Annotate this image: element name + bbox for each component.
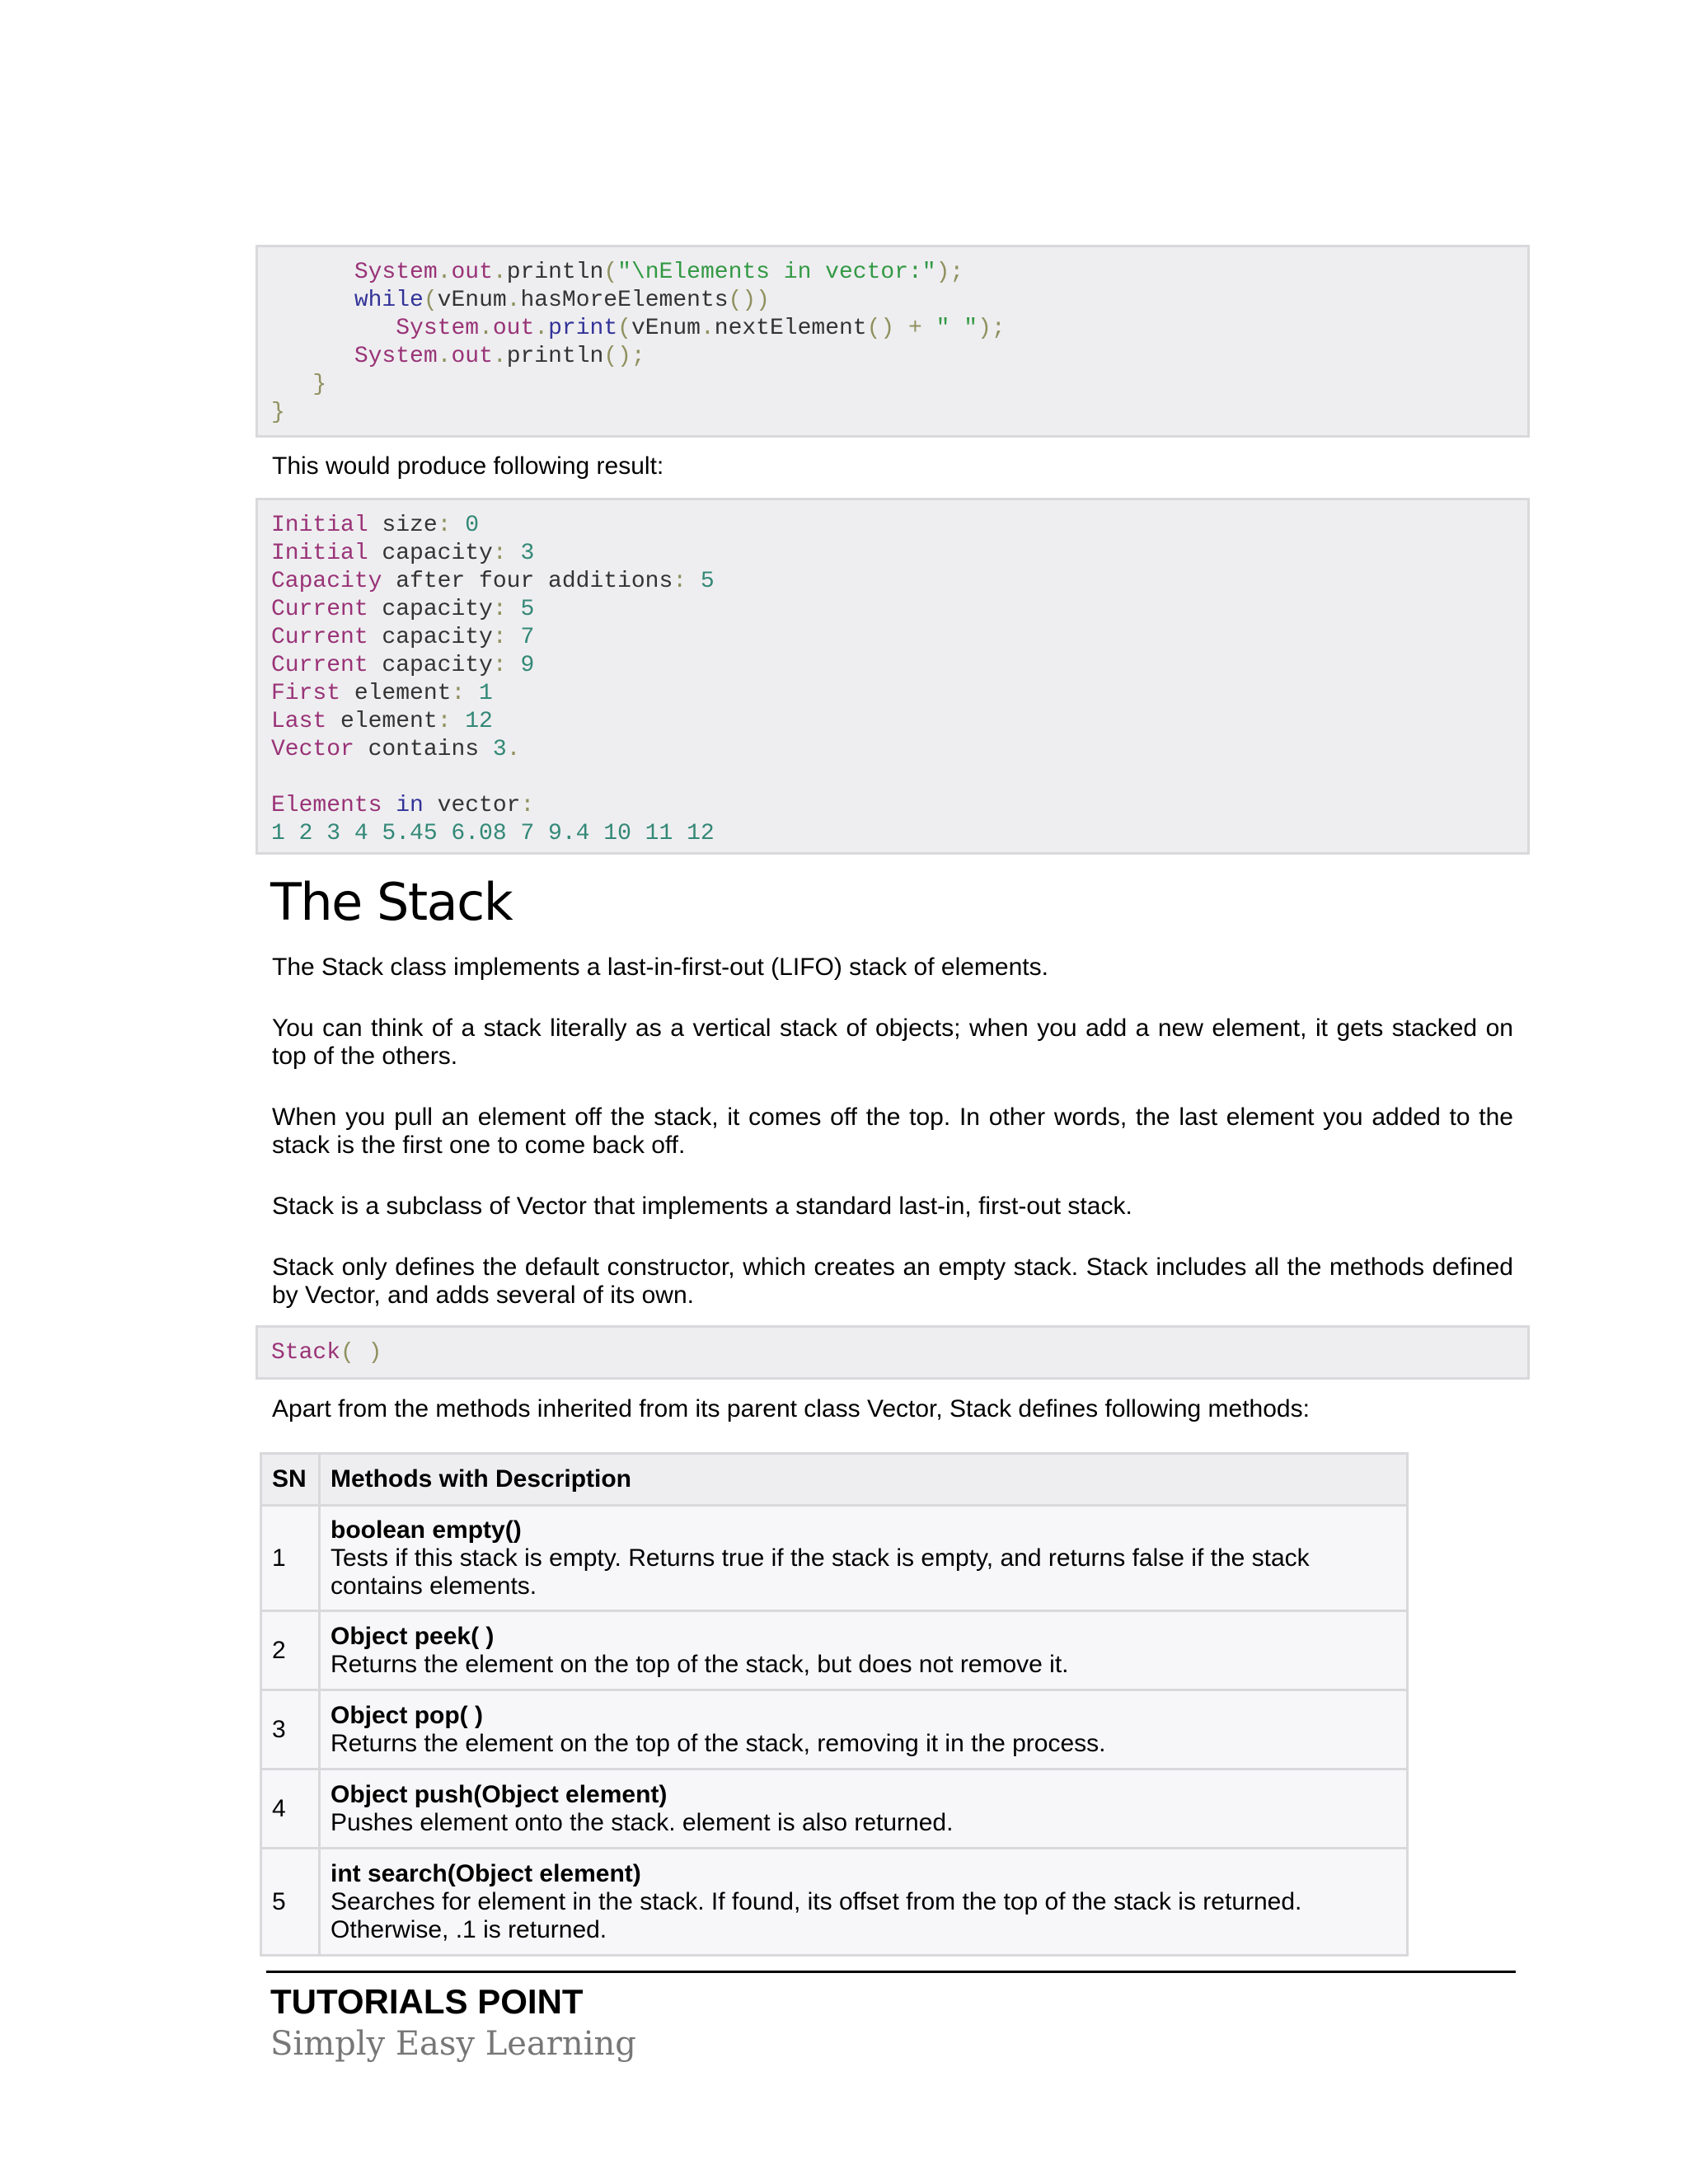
code-token: : (437, 709, 466, 734)
code-token: 9 (520, 653, 535, 678)
code-token: print (548, 316, 618, 341)
code-token: hasMoreElements (520, 288, 729, 313)
code-line (271, 624, 534, 652)
code-line (271, 399, 285, 427)
code-token: vector (423, 793, 521, 818)
code-line (271, 652, 534, 680)
code-token: vEnum (631, 316, 701, 341)
code-line (271, 512, 479, 540)
code-token: Current (271, 625, 368, 650)
paragraph-4: Stack is a subclass of Vector that implements a standard last-in, first-out stack. (272, 1193, 1132, 1220)
constructor-code-block (256, 1325, 1530, 1380)
code-token: Initial (271, 513, 368, 538)
code-token: : (673, 569, 701, 594)
methods-table (260, 1452, 1409, 1957)
row-method (320, 1769, 1408, 1849)
code-token: nextElement (714, 316, 867, 341)
code-line (271, 680, 493, 708)
output-block (256, 498, 1530, 855)
code-line (271, 1339, 382, 1367)
code-line (271, 596, 534, 624)
method-name: Object peek( ) (331, 1622, 495, 1650)
code-line (271, 259, 964, 287)
code-token: : (437, 513, 466, 538)
paragraph-3: When you pull an element off the stack, it comes off the top. In other words, the last element you added to the stack is the first one to come back off. (272, 1104, 1513, 1159)
code-token: : (492, 597, 521, 622)
method-name: boolean empty() (331, 1516, 522, 1544)
code-block-top (256, 245, 1530, 438)
code-token: Last (271, 709, 327, 734)
code-line (271, 792, 534, 820)
code-token: : (451, 681, 480, 706)
paragraph-5: Stack only defines the default constructor, which creates an empty stack. Stack includes all the methods defined by Vector, and adds several of its own. (272, 1254, 1513, 1309)
code-token: Elements (271, 793, 382, 818)
method-name: Object pop( ) (331, 1701, 483, 1729)
row-sn: 1 (261, 1506, 320, 1611)
code-token: Current (271, 653, 368, 678)
code-token: System (354, 260, 438, 285)
methods-intro: Apart from the methods inherited from its parent class Vector, Stack defines following methods: (272, 1395, 1310, 1422)
code-line (271, 371, 326, 399)
code-token: println (506, 260, 604, 285)
code-token: element (326, 709, 438, 734)
row-method (320, 1690, 1408, 1769)
code-token: Initial (271, 541, 368, 566)
table-row (261, 1611, 1408, 1690)
method-name: Object push(Object element) (331, 1780, 668, 1808)
code-token: . (700, 316, 715, 341)
header-sn: SN (261, 1454, 320, 1506)
code-token: 12 (465, 709, 493, 734)
code-token: vEnum (437, 288, 507, 313)
row-method (320, 1611, 1408, 1690)
code-token: 5 (520, 597, 535, 622)
result-intro: This would produce following result: (272, 452, 664, 480)
code-token: capacity (368, 653, 493, 678)
code-token (894, 316, 908, 341)
paragraph-1: The Stack class implements a last-in-first-out (LIFO) stack of elements. (272, 954, 1048, 981)
code-line (271, 287, 770, 315)
code-token: . (492, 344, 507, 369)
page-heading: The Stack (270, 872, 513, 932)
code-token: 1 (479, 681, 493, 706)
code-token: } (312, 372, 327, 397)
code-token: (); (603, 344, 645, 369)
code-token: element (340, 681, 452, 706)
code-token: ); (935, 260, 964, 285)
code-token (382, 793, 396, 818)
code-token: : (520, 793, 535, 818)
code-token: : (492, 541, 521, 566)
code-line (271, 540, 534, 568)
code-token: : (492, 653, 521, 678)
code-token: ()) (728, 288, 770, 313)
code-token: . (437, 344, 452, 369)
code-token: after four additions (382, 569, 673, 594)
code-token: Stack (271, 1340, 341, 1366)
code-line (271, 736, 520, 764)
code-token: ( (603, 260, 618, 285)
table-header-row (261, 1454, 1408, 1506)
code-token: System (396, 316, 480, 341)
code-token: . (437, 260, 452, 285)
method-name: int search(Object element) (331, 1859, 641, 1887)
table-row (261, 1849, 1408, 1956)
code-token: 0 (465, 513, 480, 538)
code-token: . (506, 737, 521, 762)
code-token: . (534, 316, 549, 341)
code-token (922, 316, 936, 341)
code-token: ); (978, 316, 1006, 341)
code-token: . (492, 260, 507, 285)
code-token: capacity (368, 597, 493, 622)
code-token: Current (271, 597, 368, 622)
method-description: Returns the element on the top of the stack, removing it in the process. (331, 1729, 1106, 1757)
code-token: println (506, 344, 604, 369)
code-token: ( (423, 288, 438, 313)
table-row (261, 1769, 1408, 1849)
code-token: out (451, 260, 493, 285)
code-token: 5 (700, 569, 715, 594)
code-token: contains (354, 737, 493, 762)
code-token: . (479, 316, 493, 341)
code-token: 3 (520, 541, 535, 566)
code-token: : (492, 625, 521, 650)
code-token: size (368, 513, 438, 538)
row-sn: 5 (261, 1849, 320, 1956)
method-description: Returns the element on the top of the stack, but does not remove it. (331, 1650, 1069, 1678)
row-sn: 3 (261, 1690, 320, 1769)
code-token: + (908, 316, 922, 341)
row-sn: 2 (261, 1611, 320, 1690)
code-token: capacity (368, 625, 493, 650)
code-line (271, 343, 645, 371)
code-line (271, 315, 1006, 343)
code-token: in (396, 793, 424, 818)
code-token: 1 2 3 4 5.45 6.08 7 9.4 10 11 12 (271, 821, 715, 846)
code-token: First (271, 681, 341, 706)
footer-divider (266, 1971, 1516, 1973)
code-line (271, 820, 715, 848)
method-description: Pushes element onto the stack. element is also returned. (331, 1808, 954, 1836)
code-token: while (354, 288, 424, 313)
code-token: () (866, 316, 895, 341)
method-description: Tests if this stack is empty. Returns true if the stack is empty, and returns false if the stack contains elements. (331, 1544, 1310, 1600)
code-line (271, 708, 493, 736)
code-token: ( (617, 316, 631, 341)
code-token: out (451, 344, 493, 369)
code-token: 3 (492, 737, 507, 762)
code-token: Capacity (271, 569, 382, 594)
row-method (320, 1506, 1408, 1611)
row-method (320, 1849, 1408, 1956)
code-token: Vector (271, 737, 354, 762)
code-token: out (492, 316, 535, 341)
code-token: " " (935, 316, 978, 341)
header-methods: Methods with Description (320, 1454, 1408, 1506)
footer-tagline: Simply Easy Learning (270, 2025, 636, 2063)
code-token: } (271, 400, 285, 425)
code-token: ( ) (340, 1340, 382, 1366)
table-row (261, 1690, 1408, 1769)
code-token: capacity (368, 541, 493, 566)
code-token: System (354, 344, 438, 369)
paragraph-2: You can think of a stack literally as a vertical stack of objects; when you add a new element, it gets stacked on top of the others. (272, 1015, 1513, 1070)
row-sn: 4 (261, 1769, 320, 1849)
footer-brand: TUTORIALS POINT (270, 1982, 584, 2021)
code-token: 7 (520, 625, 535, 650)
code-token: "\nElements in vector:" (617, 260, 936, 285)
table-row (261, 1506, 1408, 1611)
method-description: Searches for element in the stack. If found, its offset from the top of the stack is returned. Otherwise, .1 is returned. (331, 1887, 1302, 1943)
code-line (271, 568, 715, 596)
code-token: . (506, 288, 521, 313)
